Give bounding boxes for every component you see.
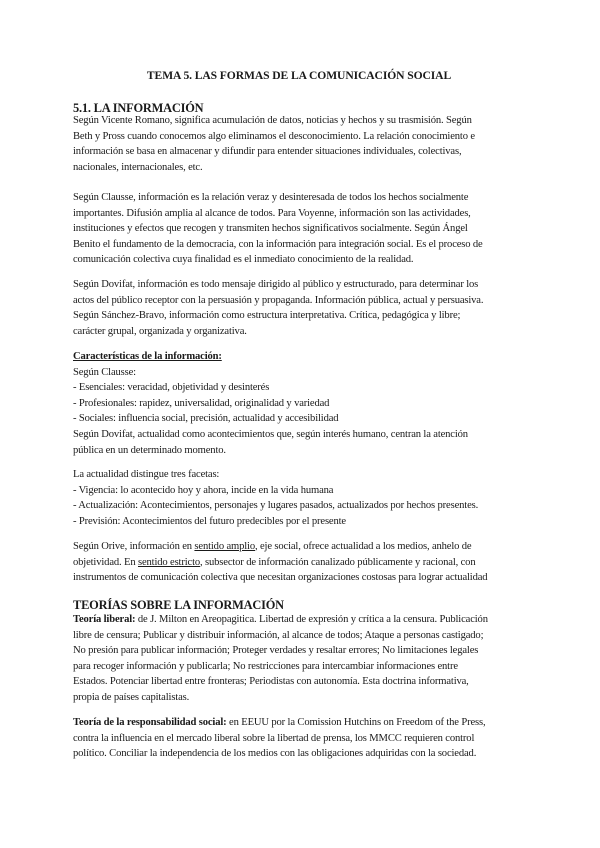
theory-label: Teoría liberal: bbox=[73, 614, 136, 625]
characteristics-heading: Características de la información: bbox=[73, 351, 222, 362]
document-title: TEMA 5. LAS FORMAS DE LA COMUNICACIÓN SOCIAL bbox=[146, 69, 452, 82]
text-line: Según Dovifat, información es todo mensaje dirigido al público y estructurado, para determinar los bbox=[73, 279, 479, 290]
theory-label: Teoría de la responsabilidad social: bbox=[73, 717, 227, 728]
text-line: importantes. Difusión amplia al alcance de todos. Para Voyenne, información son las actividades, bbox=[73, 207, 471, 219]
text-span: , eje social, ofrece actualidad a los medios, anhelo de bbox=[255, 541, 472, 552]
list-item: - Profesionales: rapidez, universalidad, originalidad y variedad bbox=[73, 397, 330, 409]
underlined-term: sentido estricto bbox=[137, 556, 201, 568]
paragraph-teoria-liberal bbox=[73, 612, 525, 706]
text-line: comunicación colectiva cuya finalidad es el inmediato conocimiento de la realidad. bbox=[73, 254, 414, 266]
text-line: La actualidad distingue tres facetas: bbox=[73, 469, 220, 480]
characteristics-block bbox=[73, 349, 525, 458]
text-line: Según Sánchez-Bravo, información como estructura interpretativa. Crítica, pedagógica y libre; bbox=[73, 310, 461, 322]
text-line: político. Conciliar la independencia de los medios con las obligaciones adquiridas con la sociedad. bbox=[73, 748, 477, 760]
paragraph-orive bbox=[73, 539, 525, 586]
text-line: Según Vicente Romano, significa acumulación de datos, noticias y hechos y su trasmisión. Según bbox=[73, 115, 472, 126]
text-span: objetividad. En bbox=[73, 556, 138, 568]
text-line: Estados. Potenciar libertad entre fronteras; Periodistas con autonomía. Esta doctrina informativa, bbox=[73, 676, 469, 688]
text-span: , subsector de información canalizado públicamente y racional, con bbox=[200, 556, 476, 568]
text-line bbox=[73, 539, 525, 555]
text-line: carácter grupal, organizada y organizativa. bbox=[73, 325, 247, 337]
text-line: Según Dovifat, actualidad como acontecimientos que, según interés humano, centran la atención bbox=[73, 428, 468, 440]
theories-heading: TEORÍAS SOBRE LA INFORMACIÓN bbox=[73, 598, 284, 612]
text-line bbox=[73, 612, 525, 628]
list-item: - Actualización: Acontecimientos, personajes y lugares pasados, actualizados por hechos presentes. bbox=[73, 500, 479, 512]
text-line: No presión para publicar información; Proteger verdades y resaltar errores; No limitaciones legales bbox=[73, 645, 479, 657]
text-line: información se basa en almacenar y difundir para entender situaciones individuales, colectivas, bbox=[73, 146, 462, 158]
text-line: contra la influencia en el mercado liberal sobre la libertad de prensa, los MMCC requieren control bbox=[73, 732, 475, 744]
list-item: - Sociales: influencia social, precisión, actualidad y accesibilidad bbox=[73, 413, 339, 425]
paragraph-romano bbox=[73, 113, 525, 175]
list-item: - Vigencia: lo acontecido hoy y ahora, incide en la vida humana bbox=[73, 484, 334, 496]
list-item: - Esenciales: veracidad, objetividad y desinterés bbox=[73, 382, 270, 394]
text-line: instituciones y efectos que recogen y transmiten hechos significativos socialmente. Según Ángel bbox=[73, 223, 468, 235]
text-line: nacionales, internacionales, etc. bbox=[73, 161, 203, 173]
section-heading-informacion: 5.1. LA INFORMACIÓN bbox=[73, 101, 204, 115]
text-span: Según Orive, información en bbox=[73, 541, 195, 552]
text-line bbox=[73, 715, 525, 731]
text-span: de J. Milton en Areopagitica. Libertad de expresión y crítica a la censura. Publicación bbox=[135, 614, 488, 625]
text-line: pública en un determinado momento. bbox=[73, 444, 226, 456]
text-line: propia de países capitalistas. bbox=[73, 691, 190, 703]
text-line: Según Clausse, información es la relación veraz y desinteresada de todos los hechos socialmente bbox=[73, 192, 469, 203]
text-line: libre de censura; Publicar y distribuir información, al alcance de todos; Ataque a personas castigado; bbox=[73, 629, 484, 641]
list-item: - Previsión: Acontecimientos del futuro predecibles por el presente bbox=[73, 515, 346, 527]
text-span: en EEUU por la Comission Hutchins on Freedom of the Press, bbox=[226, 717, 486, 728]
facets-block bbox=[73, 467, 525, 529]
text-line: actos del público receptor con la persuasión y propaganda. Información pública, actual y persuasiva. bbox=[73, 294, 484, 306]
paragraph-clausse bbox=[73, 190, 525, 268]
text-line: Beth y Pross cuando conocemos algo eliminamos el desconocimiento. La relación conocimiento e bbox=[73, 130, 475, 142]
text-line: para recoger información y publicarla; No restricciones para intercambiar informaciones entre bbox=[73, 660, 458, 672]
paragraph-dovifat bbox=[73, 277, 525, 339]
text-line: Benito el fundamento de la democracia, con la información para integración social. Es el proceso de bbox=[73, 238, 483, 250]
text-line: Según Clausse: bbox=[73, 366, 136, 378]
text-line bbox=[73, 555, 525, 571]
underlined-term: sentido amplio bbox=[194, 541, 255, 552]
paragraph-responsabilidad-social bbox=[73, 715, 525, 762]
text-line: instrumentos de comunicación colectiva que necesitan organizaciones costosas para lograr actualidad bbox=[73, 572, 488, 584]
